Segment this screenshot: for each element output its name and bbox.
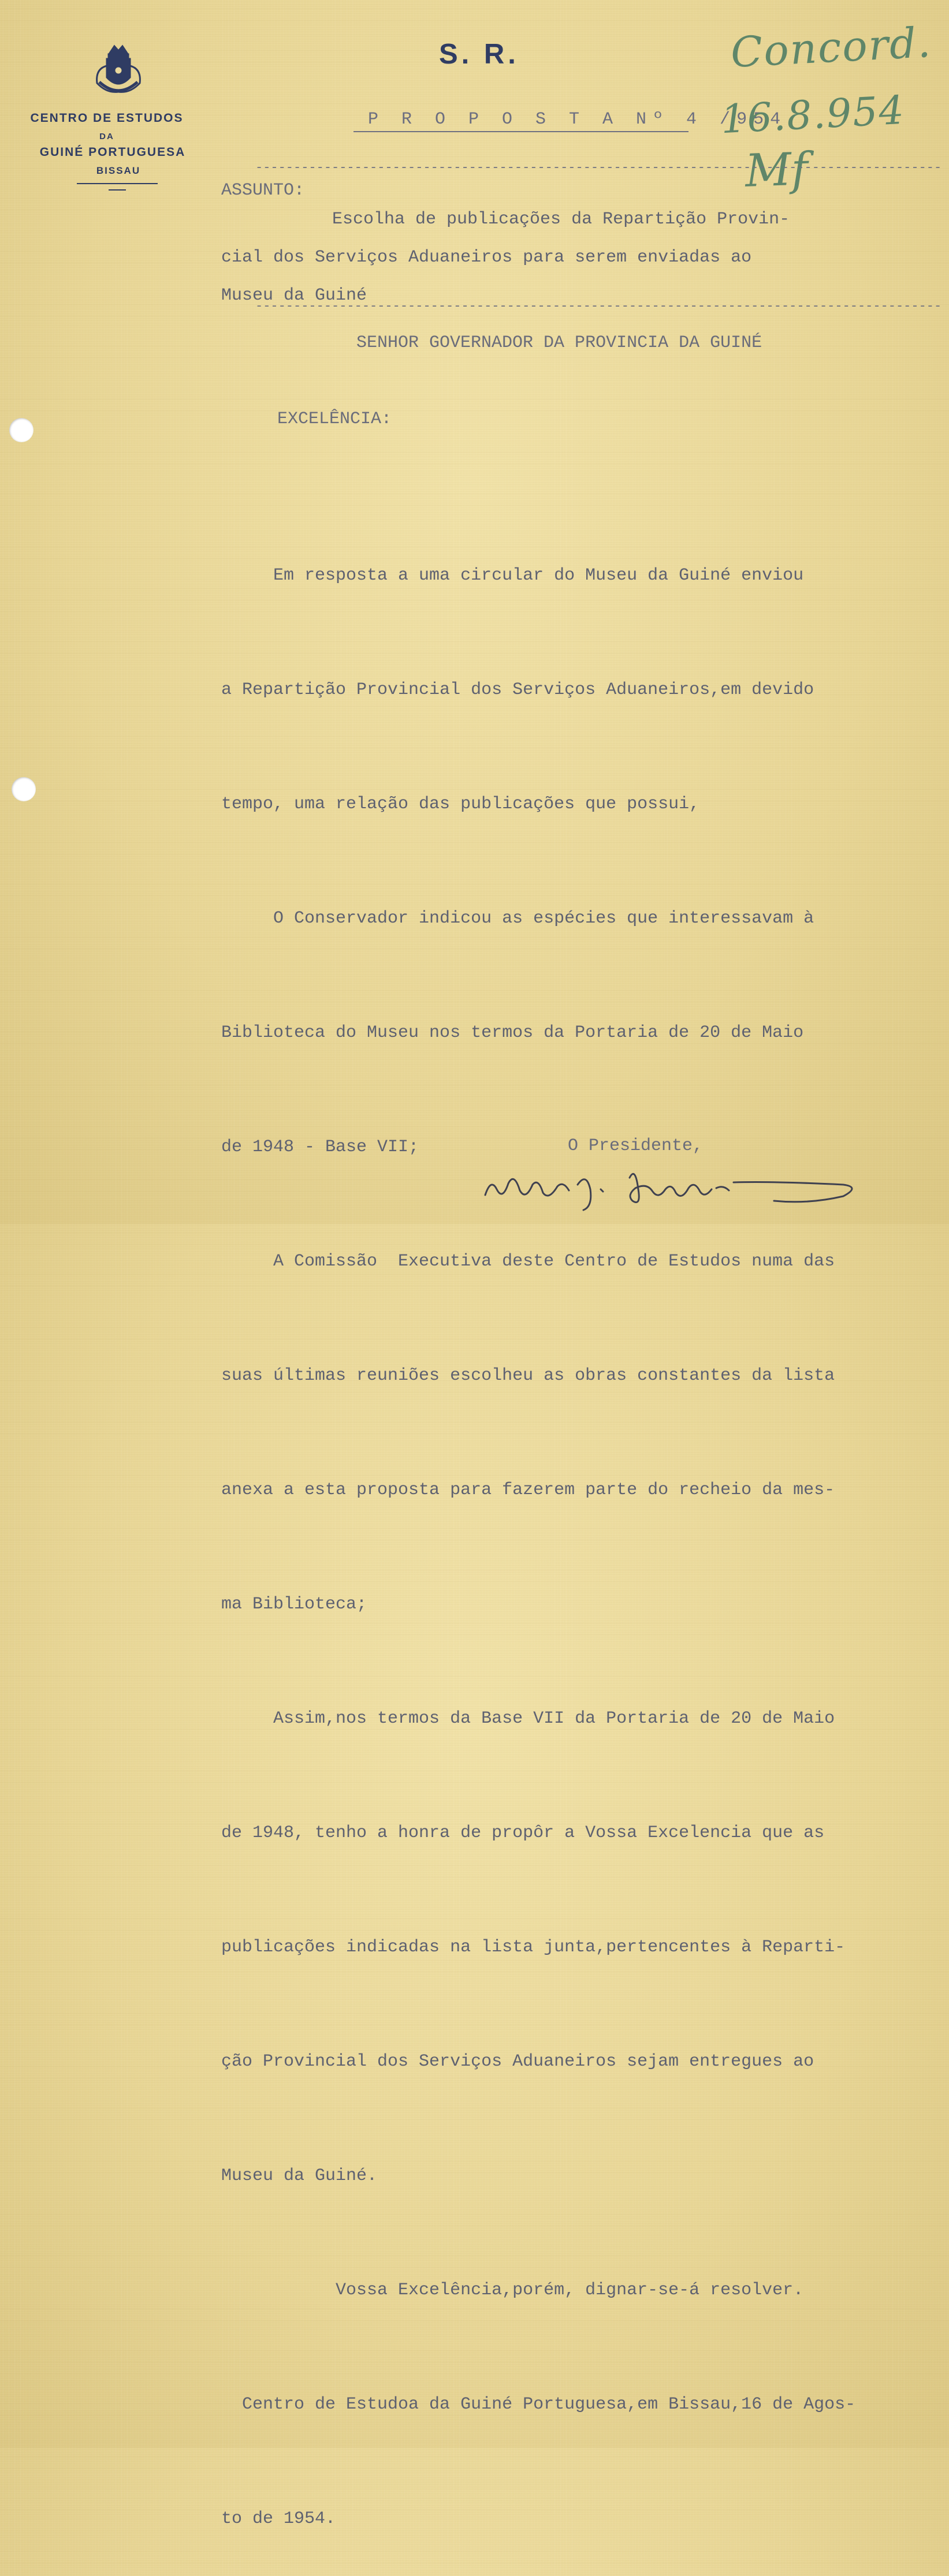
- handwritten-date: 16.8.954: [720, 87, 906, 143]
- proposal-underline: [353, 131, 689, 132]
- body-line: ma Biblioteca;: [221, 1595, 367, 1614]
- body-line: a Repartição Provincial dos Serviços Aduaneiros,em devido: [221, 680, 814, 700]
- body-line: Vossa Excelência,porém, dignar-se-á resolver.: [221, 2280, 804, 2300]
- letterhead-rule: [77, 183, 158, 184]
- signature: [462, 1155, 855, 1212]
- body-line: tempo, uma relação das publicações que possui,: [221, 794, 700, 814]
- letterhead-line-4: BISSAU: [96, 165, 141, 176]
- subject-line-3: Museu da Guiné: [221, 286, 367, 305]
- body-line: publicações indicadas na lista junta,pertencentes à Reparti-: [221, 1937, 846, 1957]
- body-line: anexa a esta proposta para fazerem parte do recheio da mes-: [221, 1480, 835, 1500]
- body-line: A Comissão Executiva deste Centro de Estudos numa das: [221, 1252, 835, 1271]
- handwritten-initials: Mf: [744, 143, 809, 197]
- dashed-separator: ------------------------------------------------------------------------------------------: [255, 299, 942, 313]
- body-line: to de 1954.: [221, 2509, 336, 2529]
- letterhead-rule-short: [109, 189, 126, 191]
- body-line: de 1948 - Base VII;: [221, 1137, 419, 1157]
- salutation: EXCELÊNCIA:: [277, 409, 392, 429]
- addressee: SENHOR GOVERNADOR DA PROVINCIA DA GUINÉ: [356, 333, 762, 353]
- subject-line-1: Escolha de publicações da Repartição Provin-: [332, 210, 790, 229]
- letter-body: [221, 480, 855, 2576]
- letterhead-line-1: CENTRO DE ESTUDOS: [30, 111, 184, 125]
- closing-title: O Presidente,: [568, 1136, 704, 1156]
- handwritten-approval: Concord.: [730, 17, 933, 77]
- punch-hole: [12, 777, 36, 801]
- sr-heading: S. R.: [439, 39, 519, 70]
- punch-hole: [9, 418, 34, 442]
- body-line: Em resposta a uma circular do Museu da Guiné enviou: [221, 566, 804, 585]
- body-line: Biblioteca do Museu nos termos da Portaria de 20 de Maio: [221, 1023, 804, 1043]
- body-line: Museu da Guiné.: [221, 2166, 378, 2186]
- body-line: Centro de Estudoa da Guiné Portuguesa,em Bissau,16 de Agos-: [221, 2395, 856, 2414]
- coat-of-arms-seal: [87, 43, 150, 100]
- subject-line-2: cial dos Serviços Aduaneiros para serem enviadas ao: [221, 248, 752, 267]
- body-line: Assim,nos termos da Base VII da Portaria de 20 de Maio: [221, 1709, 835, 1728]
- letterhead-line-2: DA: [99, 132, 114, 141]
- body-line: suas últimas reuniões escolheu as obras constantes da lista: [221, 1366, 835, 1386]
- proposal-number: P R O P O S T A Nº 4 /954: [368, 110, 787, 129]
- body-line: O Conservador indicou as espécies que interessavam à: [221, 909, 814, 928]
- body-line: ção Provincial dos Serviços Aduaneiros sejam entregues ao: [221, 2052, 814, 2071]
- subject-label: ASSUNTO:: [221, 181, 305, 200]
- letterhead-line-3: GUINÉ PORTUGUESA: [39, 145, 186, 159]
- dashed-separator: ------------------------------------------------------------------------------------------: [255, 160, 942, 175]
- body-line: de 1948, tenho a honra de propôr a Vossa Excelencia que as: [221, 1823, 825, 1843]
